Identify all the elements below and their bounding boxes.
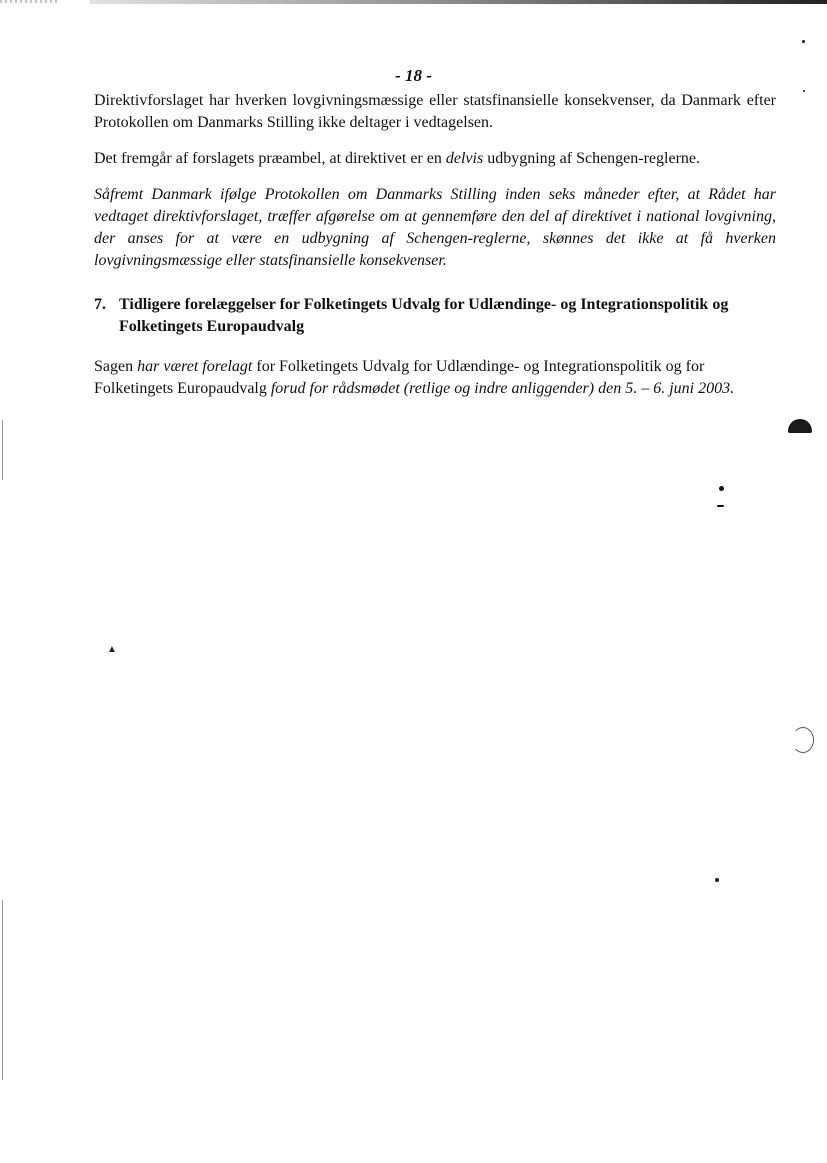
scan-artifact-ring: [792, 727, 814, 753]
scan-artifact-mark: ▲: [107, 644, 117, 655]
page-number: - 18 -: [395, 66, 432, 85]
scan-artifact-top-bar: [90, 0, 827, 4]
section-heading-7: [94, 294, 776, 338]
scan-artifact-speck: [802, 40, 805, 43]
scan-artifact-speck: [803, 90, 805, 92]
scan-artifact-top-left: [0, 0, 60, 3]
paragraph-submissions-text-1: Sagen: [94, 358, 138, 375]
paragraph-preamble-text-1: Det fremgår af forslagets præambel, at direktivet er en: [94, 150, 446, 167]
scan-artifact-left-line: [2, 420, 3, 480]
scan-artifact-speck: [719, 486, 724, 491]
paragraph-submissions-emphasis-2: forud for rådsmødet (retlige og indre anliggender) den 5. – 6. juni 2003.: [270, 380, 735, 397]
paragraph-previous-submissions: [94, 356, 776, 400]
section-heading-number: 7.: [94, 296, 106, 313]
scan-artifact-speck: [717, 505, 724, 507]
document-body: [94, 90, 776, 414]
paragraph-preamble-emphasis: delvis: [445, 150, 484, 167]
paragraph-submissions-text-2: for Folketingets Udvalg for Udlændinge- og Integrationspolitik og for Folketingets Europaudvalg: [94, 358, 705, 397]
section-heading-title: Tidligere forelæggelser for Folketingets Udvalg for Udlændinge- og Integrationspolitik og Folketingets Europaudvalg: [119, 296, 729, 335]
scan-artifact-blob: [788, 419, 812, 433]
scan-artifact-left-line: [2, 900, 3, 1080]
paragraph-preamble-text-2: udbygning af Schengen-reglerne.: [483, 150, 700, 167]
scan-artifact-speck: [715, 878, 719, 882]
paragraph-consequences: Direktivforslaget har hverken lovgivningsmæssige eller statsfinansielle konsekvenser, da Danmark efter Protokollen om Danmarks Stilling ikke deltager i vedtagelsen.: [94, 92, 776, 131]
paragraph-preamble: [94, 148, 776, 170]
paragraph-submissions-emphasis-1: har været forelagt: [137, 358, 253, 375]
paragraph-schengen-italic: Såfremt Danmark ifølge Protokollen om Danmarks Stilling inden seks måneder efter, at Rådet har vedtaget direktivforslaget, træffer afgørelse om at gennemføre den del af direktivet i national lovgivning, der anses for at være en udbygning af Schengen-reglerne, skønnes det ikke at få hverken lovgivningsmæssige eller statsfinansielle konsekvenser.: [94, 186, 776, 269]
